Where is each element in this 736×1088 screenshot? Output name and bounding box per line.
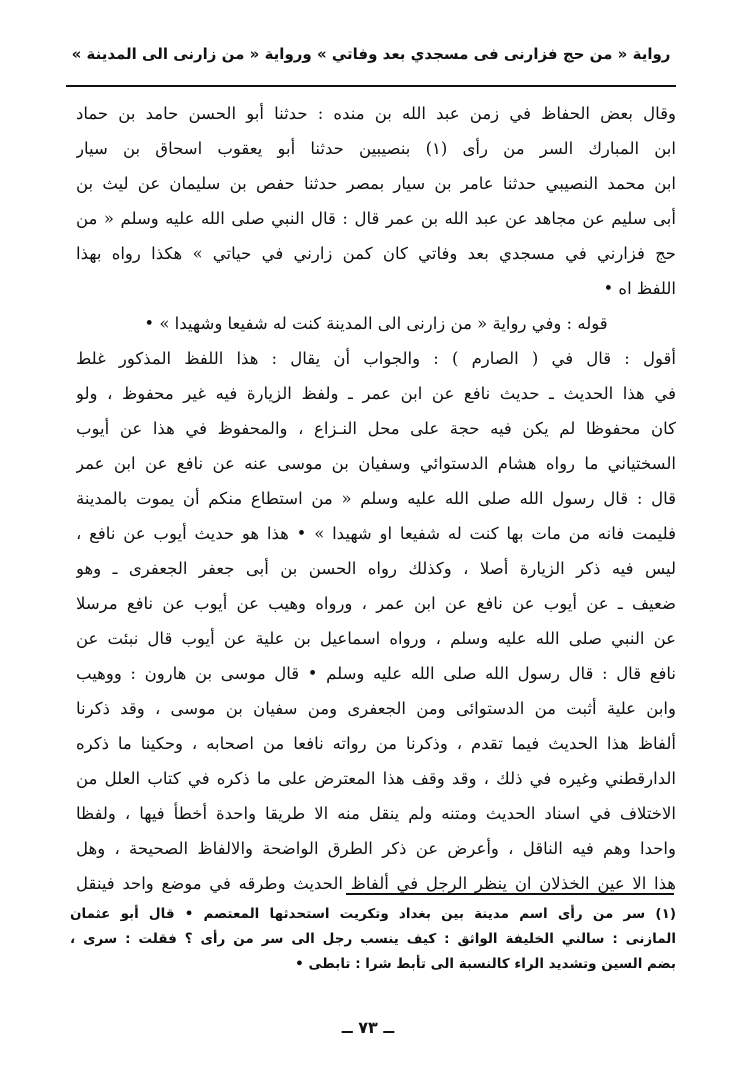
text-line: فليمت فانه من مات بها كنت له شفيعا او شهيدا » • هذا هو حديث أيوب عن نافع ، (76, 524, 676, 543)
text-line: الاختلاف في اسناد الحديث ومتنه ولم ينقل منه الا طريقا واحدة أخطأ فيها ، ولفظا (76, 804, 676, 823)
running-header: رواية « من حج فزارنى فى مسجدي بعد وفاتي » ورواية « من زارنى الى المدينة » (71, 45, 671, 63)
text-line: قال : قال رسول الله صلى الله عليه وسلم « من استطاع منكم أن يموت بالمدينة (76, 489, 676, 508)
footnotes (70, 902, 676, 977)
text-line: عن النبي صلى الله عليه وسلم ، ورواه اسماعيل بن علية عن أيوب قال نبئت عن (76, 629, 676, 648)
text-line: ضعيف ـ عن أيوب عن نافع عن ابن عمر ، ورواه وهيب عن أيوب عن نافع مرسلا (76, 594, 676, 613)
header-rule (66, 85, 676, 87)
text-line: وابن علية أثبت من الدستوائى ومن الجعفرى ومن سفيان بن موسى ، وقد ذكرنا (76, 699, 676, 718)
page-number: ــ ٧٣ ــ (341, 1018, 395, 1037)
text-line: السختياني ما رواه هشام الدستوائي وسفيان بن موسى عنه عن نافع عن ابن عمر (76, 454, 676, 473)
text-line: أقول : قال في ( الصارم ) : والجواب أن يقال : هذا اللفظ المذكور غلط (76, 349, 676, 368)
text-line: ابن محمد النصيبي حدثنا عامر بن سيار بمصر حدثنا حفص بن سليمان عن ليث بن (76, 174, 676, 193)
text-line: نافع قال : قال رسول الله صلى الله عليه وسلم • قال موسى بن هارون : ووهيب (76, 664, 676, 683)
text-line: حج فزارني في مسجدي بعد وفاتي كان كمن زارني في حياتي » هكذا رواه بهذا (76, 244, 676, 263)
text-line: ليس فيه ذكر الزيارة أصلا ، وكذلك رواه الحسن بن أبى جعفر الجعفرى ـ وهو (76, 559, 676, 578)
text-line: ألفاظ هذا الحديث فيما تقدم ، وذكرنا من رواته نافعا من اصحابه ، وحكينا ما ذكره (76, 734, 676, 753)
text-line: ابن المبارك السر من رأى (١) بنصيبين حدثنا أبو يعقوب اسحاق بن سيار (76, 139, 676, 158)
text-line: كان محفوظا لم يكن فيه حجة على محل النـزاع ، والمحفوظ في هذا عن أيوب (76, 419, 676, 438)
quoted-statement: قوله : وفي رواية « من زارنى الى المدينة كنت له شفيعا وشهيدا » • (144, 314, 608, 333)
text-line: في هذا الحديث ـ حديث نافع عن ابن عمر ـ ولفظ الزيارة فيه غير محفوظ ، ولو (76, 384, 676, 403)
text-line: الدارقطني وغيره في ذلك ، وقد وقف هذا المعترض على ما ذكره في كتاب العلل من (76, 769, 676, 788)
text-line: هذا الا عين الخذلان ان ينظر الرجل في ألفاظ الحديث وطرقه في موضع واحد فينقل (76, 874, 676, 893)
text-line: اللفظ اه • (603, 279, 676, 298)
footnote-line: المازنى : سالني الخليفة الواثق : كيف ينسب رجل الى سر من رأى ؟ فقلت : سرى ، (70, 931, 676, 947)
footnote-line: بضم السين وتشديد الراء كالنسبة الى تأبط شرا : تابطى • (295, 956, 676, 972)
text-line: أبى سليم عن مجاهد عن عبد الله بن عمر قال : قال النبي صلى الله عليه وسلم « من (76, 209, 676, 228)
footnote-rule (346, 893, 674, 895)
text-line: وقال بعض الحفاظ في زمن عبد الله بن منده : حدثنا أبو الحسن حامد بن حماد (76, 104, 676, 123)
main-text (76, 96, 676, 901)
footnote-line: (١) سر من رأى اسم مدينة بين بغداد وتكريت استحدثها المعتصم • قال أبو عثمان (70, 906, 676, 922)
text-line: واحدا وهم فيه الناقل ، وأعرض عن ذكر الطرق الواضحة والالفاظ الصحيحة ، وهل (76, 839, 676, 858)
